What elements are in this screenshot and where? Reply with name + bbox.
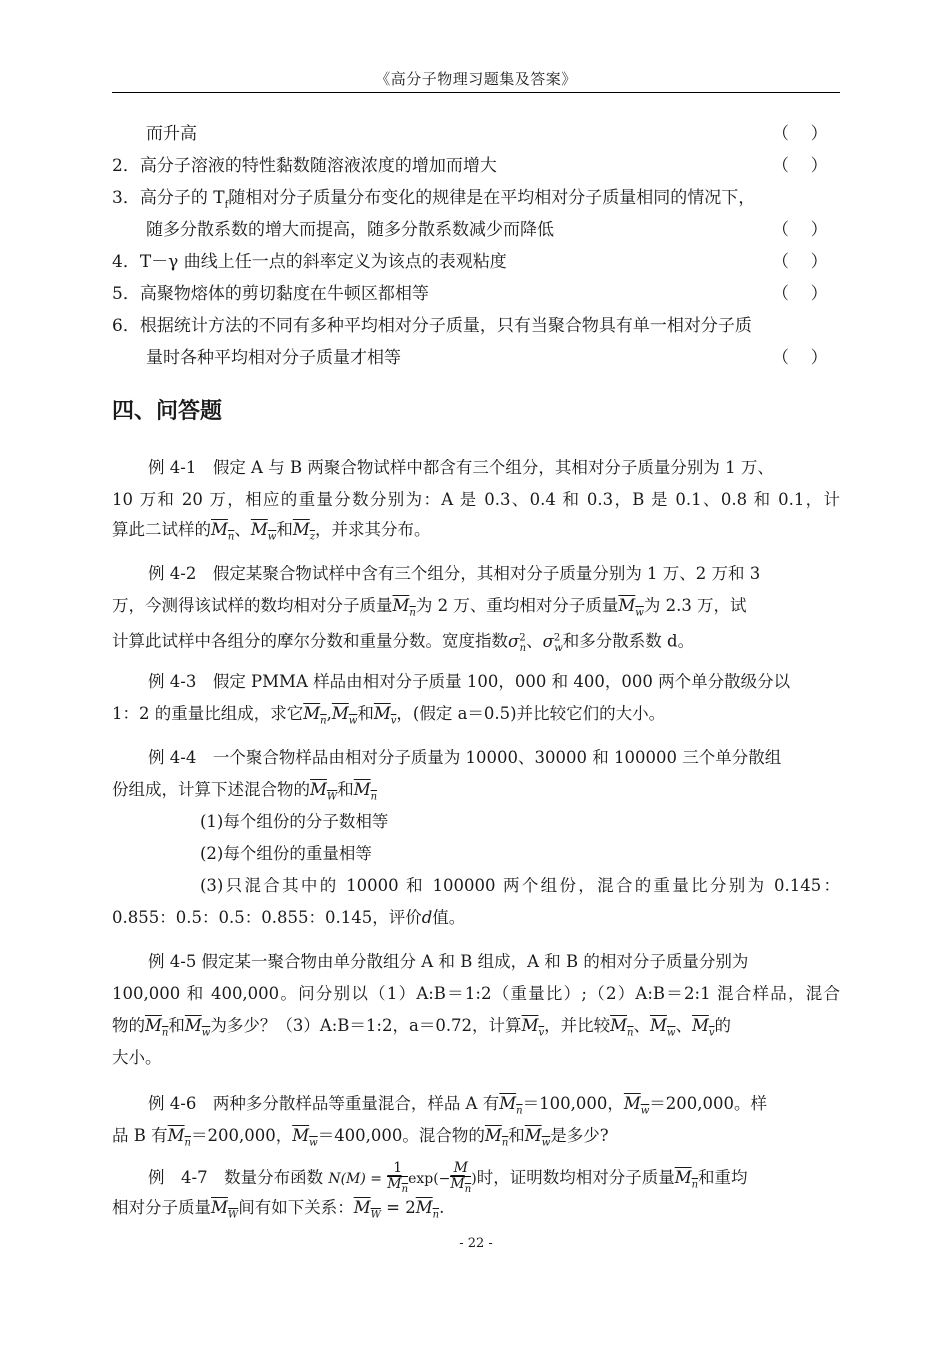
symbol-Mw: $M_w$ — [250, 520, 277, 543]
text: 为 2 万、重均相对分子质量 — [415, 596, 619, 615]
ex3-line-2 — [112, 702, 840, 733]
formula-close: ) — [471, 1171, 477, 1187]
judge-item-4 — [112, 250, 840, 274]
symbol-Mn: $M_n$ — [167, 1126, 191, 1149]
ex5-line-3 — [112, 1014, 840, 1045]
text: 品 B 有 — [112, 1126, 168, 1145]
subscript: f — [224, 199, 229, 211]
symbol-Mn: $M_n$ — [610, 1016, 634, 1039]
answer-paren: （ ） — [772, 124, 828, 144]
text: 、 — [234, 520, 251, 539]
judge-item-3-cont — [112, 218, 840, 242]
symbol-sigma-n-sq: $\sigma^2_n$ — [508, 631, 527, 654]
text: 计算此试样中各组分的摩尔分数和重量分数。宽度指数 — [112, 631, 508, 651]
text: 时，证明数均相对分子质量 — [476, 1168, 675, 1187]
text: ＝200,000， — [190, 1126, 293, 1145]
ex2-line-1: 例 4-2 假定某聚合物试样中含有三个组分，其相对分子质量分别为 1 万、2 万和 3 — [148, 564, 761, 583]
ex5-line-2: 100,000 和 400,000。问分别以（1）A:B＝1:2（重量比）;（2）A:B＝2:1 混合样品，混合 — [112, 984, 840, 1003]
ex1-line-2: 10 万和 20 万，相应的重量分数分别为：A 是 0.3、0.4 和 0.3，B 是 0.1、0.8 和 0.1，计 — [112, 490, 840, 509]
fraction-one-over-Mn: $\frac{1}{M_n}$ — [387, 1159, 409, 1195]
text: , — [326, 704, 332, 723]
ex4-case-3-cont — [112, 906, 840, 930]
judge-number: 3． — [112, 188, 140, 208]
ex1-line-3 — [112, 518, 840, 549]
answer-paren: （ ） — [772, 220, 828, 240]
text: 例 4-7 数量分布函数 — [148, 1168, 324, 1187]
ex7-line-2 — [112, 1196, 840, 1227]
text: 和 — [508, 1126, 525, 1145]
text: 和 — [357, 704, 374, 723]
formula-lhs: N(M) = — [328, 1171, 383, 1187]
ex1-line-1: 例 4-1 假定 A 与 B 两聚合物试样中都含有三个组分，其相对分子质量分别为 1 万、 — [148, 458, 774, 477]
text: 例 4-6 两种多分散样品等重量混合，样品 A 有 — [148, 1094, 500, 1113]
text: 物的 — [112, 1016, 145, 1035]
running-header: 《高分子物理习题集及答案》 — [375, 70, 577, 88]
text: 的 — [714, 1016, 732, 1035]
symbol-d: d — [421, 908, 433, 927]
text: 算此二试样的 — [112, 520, 211, 539]
symbol-Mn: $M_n$ — [353, 780, 378, 803]
ex4-case-1: (1)每个组份的分子数相等 — [200, 812, 389, 831]
symbol-Mn: $M_n$ — [211, 520, 235, 543]
text: ，并求其分布。 — [315, 520, 431, 539]
ex3-line-1: 例 4-3 假定 PMMA 样品由相对分子质量 100，000 和 400，000 两个单分散级分以 — [148, 672, 791, 691]
text: ＝200,000。样 — [649, 1094, 768, 1113]
text: 0.855：0.5：0.5：0.855：0.145，评价 — [112, 908, 422, 927]
symbol-Mv: $M_v$ — [521, 1016, 545, 1039]
text: 是多少? — [550, 1126, 609, 1145]
judge-text: 高分子溶液的特性黏数随溶液浓度的增加而增大 — [139, 156, 497, 176]
ex2-line-2 — [112, 594, 840, 625]
text: ＝100,000， — [522, 1094, 624, 1113]
ex2-line-3 — [112, 626, 840, 661]
symbol-Mn: $M_n$ — [484, 1126, 509, 1149]
answer-paren: （ ） — [772, 348, 828, 368]
answer-paren: （ ） — [772, 284, 828, 304]
judge-text: 高分子的 T — [139, 188, 225, 208]
symbol-Mn: $M_n$ — [415, 1198, 440, 1221]
text: ，(假定 a＝0.5)并比较它们的大小。 — [396, 704, 666, 723]
text: = 2 — [380, 1198, 416, 1217]
text: 为多少？（3）A:B＝1:2，a＝0.72，计算 — [210, 1016, 522, 1035]
formula-exp: exp(− — [408, 1171, 451, 1187]
symbol-Mv: $M_v$ — [373, 704, 397, 727]
text: 万，今测得该试样的数均相对分子质量 — [112, 596, 393, 615]
symbol-Mn: $M_n$ — [303, 704, 327, 727]
judge-item-1-continuation — [112, 122, 840, 146]
text: 间有如下关系： — [238, 1198, 354, 1217]
symbol-MW: $M_W$ — [353, 1198, 381, 1221]
text: 1：2 的重量比组成，求它 — [112, 704, 304, 723]
text: 相对分子质量 — [112, 1198, 211, 1217]
text: 值。 — [432, 908, 466, 927]
text: 、 — [526, 631, 543, 651]
judge-number: 6． — [112, 316, 140, 336]
symbol-Mn: $M_n$ — [674, 1168, 699, 1191]
ex5-line-1: 例 4-5 假定某一聚合物由单分散组分 A 和 B 组成，A 和 B 的相对分子质量分别为 — [148, 952, 749, 971]
judge-item-5 — [112, 282, 840, 306]
text: 和多分散系数 d。 — [562, 631, 695, 651]
symbol-Mn: $M_n$ — [145, 1016, 169, 1039]
section-title: 四、问答题 — [112, 399, 223, 424]
symbol-Mw: $M_w$ — [292, 1126, 318, 1149]
judge-number: 5． — [112, 284, 140, 304]
judge-text: 高聚物熔体的剪切黏度在牛顿区都相等 — [139, 284, 429, 304]
symbol-MW: $M_W$ — [310, 780, 338, 803]
page-number: - 22 - — [459, 1236, 493, 1251]
judge-item-6 — [112, 314, 840, 338]
judge-text: 随相对分子质量分布变化的规律是在平均相对分子质量相同的情况下， — [228, 188, 756, 208]
answer-paren: （ ） — [772, 252, 828, 272]
judge-text: 而升高 — [146, 124, 197, 144]
symbol-Mw: $M_w$ — [184, 1016, 211, 1039]
text: 和 — [276, 520, 293, 539]
symbol-Mw: $M_w$ — [649, 1016, 676, 1039]
symbol-sigma-w-sq: $\sigma^2_w$ — [542, 631, 563, 654]
answer-paren: （ ） — [772, 156, 828, 176]
symbol-Mn: $M_n$ — [499, 1094, 523, 1117]
symbol-Mw: $M_w$ — [331, 704, 358, 727]
text: . — [439, 1198, 445, 1217]
judge-number: 4． — [112, 252, 140, 272]
judge-text: 量时各种平均相对分子质量才相等 — [146, 348, 401, 368]
judge-text: 根据统计方法的不同有多种平均相对分子质量，只有当聚合物具有单一相对分子质 — [139, 316, 752, 336]
judge-text: T－γ 曲线上任一点的斜率定义为该点的表观粘度 — [139, 252, 507, 272]
text: 、 — [633, 1016, 650, 1035]
text: 为 2.3 万，试 — [643, 596, 747, 615]
judge-item-3 — [112, 186, 840, 217]
text: 和重均 — [698, 1168, 748, 1187]
judge-item-2 — [112, 154, 840, 178]
symbol-Mn: $M_n$ — [392, 596, 416, 619]
judge-text: 随多分散系数的增大而提高，随多分散系数减少而降低 — [146, 220, 554, 240]
ex6-line-1 — [112, 1092, 840, 1123]
header-rule — [112, 92, 840, 93]
text: 、 — [675, 1016, 692, 1035]
ex4-line-2 — [112, 778, 840, 809]
symbol-Mw: $M_w$ — [618, 596, 644, 619]
symbol-Mw: $M_w$ — [623, 1094, 650, 1117]
symbol-MW: $M_W$ — [211, 1198, 239, 1221]
symbol-Mv: $M_v$ — [691, 1016, 715, 1039]
text: 和 — [168, 1016, 185, 1035]
ex4-line-1: 例 4-4 一个聚合物样品由相对分子质量为 10000、30000 和 100000 三个单分散组 — [148, 748, 782, 767]
text: ＝400,000。混合物的 — [317, 1126, 485, 1145]
text: 份组成，计算下述混合物的 — [112, 780, 310, 799]
symbol-Mz: $M_z$ — [292, 520, 316, 543]
fraction-M-over-Mn: $\frac{M}{M_n}$ — [450, 1159, 472, 1195]
text: ，并比较 — [544, 1016, 611, 1035]
symbol-Mw: $M_w$ — [524, 1126, 551, 1149]
ex4-case-2: (2)每个组份的重量相等 — [200, 844, 372, 863]
judge-number: 2． — [112, 156, 140, 176]
ex4-case-3: (3)只混合其中的 10000 和 100000 两个组份，混合的重量比分别为 0.145： — [200, 876, 840, 895]
ex6-line-2 — [112, 1124, 840, 1155]
judge-item-6-cont — [112, 346, 840, 370]
ex5-line-4: 大小。 — [112, 1048, 162, 1067]
text: 和 — [337, 780, 354, 799]
